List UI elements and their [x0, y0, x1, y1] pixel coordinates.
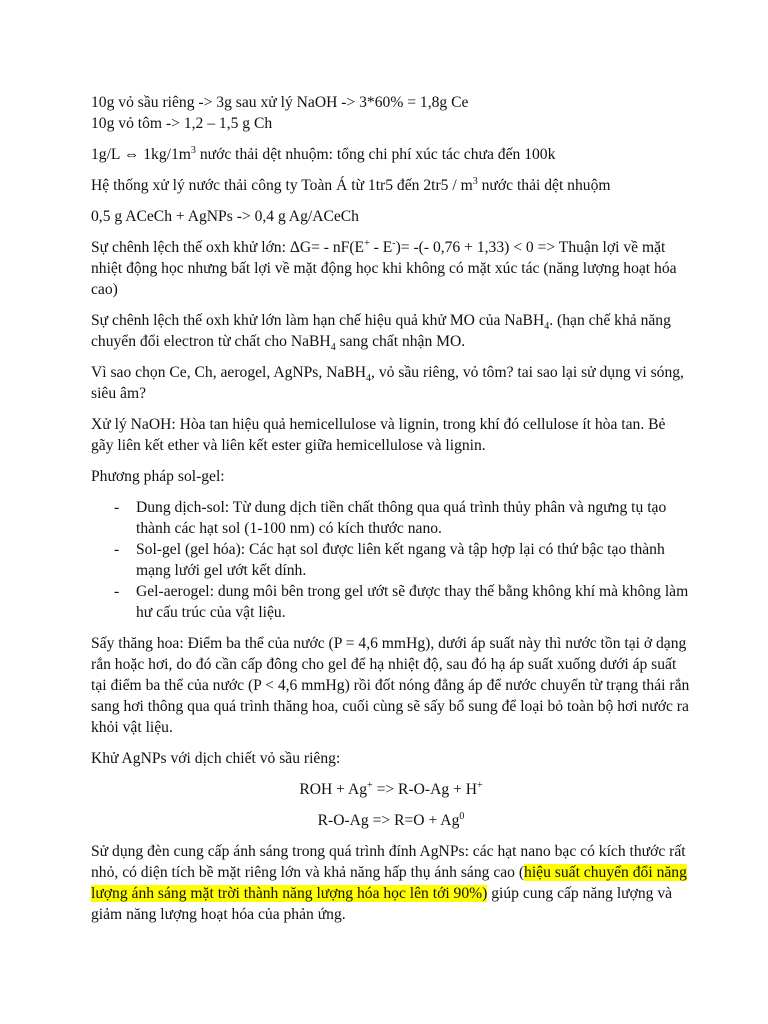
heading-sol-gel: Phương pháp sol-gel:: [91, 468, 225, 485]
equation-2: $R-O-Ag => R=O + Ag^0$: [317, 810, 465, 829]
paragraph-light-source: Sử dụng đèn cung cấp ánh sáng trong quá trình đính AgNPs: các hạt nano bạc có kích thước rất nhỏ, có diện tích bề mặt riêng lớn và khả năng hấp thụ ánh sáng cao (hiệu suất chuyển đổi năng lượng ánh sáng mặt trời thành năng lượng hóa học lên tới 90%) giúp cung cấp năng lượng và giảm năng lượng hoạt hóa của phản ứng.: [91, 843, 687, 923]
paragraph-freeze-drying: Sấy thăng hoa: Điểm ba thể của nước (P = 4,6 mmHg), dưới áp suất này thì nước tồn tại ở dạng rắn hoặc hơi, do đó cần cấp đông cho gel để hạ nhiệt độ, sau đó hạ áp suất xuống dưới áp suất tại điểm ba thể của nước (P < 4,6 mmHg) rồi đốt nóng đẳng áp để nước chuyển từ trạng thái rắn sang hơi thông qua quá trình thăng hoa, cuối cùng sẽ sấy bổ sung để loại bỏ toàn bộ hơi nước ra khỏi vật liệu.: [91, 635, 690, 736]
line-durian-yield: 10g vỏ sầu riêng -> 3g sau xử lý NaOH -> 3*60% = 1,8g Ce: [91, 94, 469, 111]
sol-gel-list: [91, 497, 691, 623]
line-shrimp-yield: 10g vỏ tôm -> 1,2 – 1,5 g Ch: [91, 115, 273, 132]
list-item: - Sol-gel (gel hóa): Các hạt sol được liên kết ngang và tập hợp lại có thứ bậc tạo thành mạng lưới gel ướt kết dính.: [114, 541, 665, 579]
highlighted-text: hiệu suất chuyển đổi năng lượng ánh sáng mặt trời thành năng lượng hóa học lên tới 90%): [91, 864, 687, 902]
list-item: - Dung dịch-sol: Từ dung dịch tiền chất thông qua quá trình thủy phân và ngưng tụ tạo thành các hạt sol (1-100 nm) có kích thước nano.: [114, 499, 667, 537]
document-page: [91, 92, 691, 935]
paragraph-gibbs-energy: Sự chênh lệch thế oxh khử lớn: ΔG= - nF(E+ - E-)= -(- 0,76 + 1,33) < 0 => Thuận lợi về mặt nhiệt động học nhưng bất lợi về mặt động học khi không có mặt xúc tác (năng lượng hoạt hóa cao): [91, 237, 677, 298]
paragraph-naoh-treatment: Xử lý NaOH: Hòa tan hiệu quả hemicellulose và lignin, trong khí đó cellulose ít hòa tan. Bẻ gãy liên kết ether và liên kết ester giữa hemicellulose và lignin.: [91, 416, 666, 454]
line-cost-ratio: 1g/L ⇔ $1kg/1m^3$ nước thải dệt nhuộm: tổng chi phí xúc tác chưa đến 100k: [91, 144, 556, 163]
paragraph-why-question: Vì sao chọn Ce, Ch, aerogel, AgNPs, NaBH$_4$, vỏ sầu riêng, vỏ tôm? tai sao lại sử dụng vi sóng, siêu âm?: [91, 364, 684, 402]
bullet-dash: -: [114, 499, 120, 516]
bullet-dash: -: [114, 583, 120, 600]
heading-agnps-reduction: Khử AgNPs với dịch chiết vỏ sầu riêng:: [91, 750, 341, 767]
line-treatment-cost: Hệ thống xử lý nước thải công ty Toàn Á từ 1tr5 đến $2tr5 / m^3$ nước thải dệt nhuộm: [91, 175, 611, 194]
bullet-dash: -: [114, 541, 120, 558]
equation-1: ROH + Ag+ => R-O-Ag + H+: [299, 779, 483, 798]
list-item: - Gel-aerogel: dung môi bên trong gel ướt sẽ được thay thế bằng không khí mà không làm hư cấu trúc của vật liệu.: [114, 583, 689, 621]
paragraph-nabh4-limit: Sự chênh lệch thế oxh khử lớn làm hạn chế hiệu quả khử MO của NaBH$_4$. (hạn chế khả năng chuyển đổi electron từ chất cho NaBH$_4$ sang chất nhận MO.: [91, 312, 671, 354]
line-mass-balance: 0,5 g ACeCh + AgNPs -> 0,4 g Ag/ACeCh: [91, 208, 359, 225]
